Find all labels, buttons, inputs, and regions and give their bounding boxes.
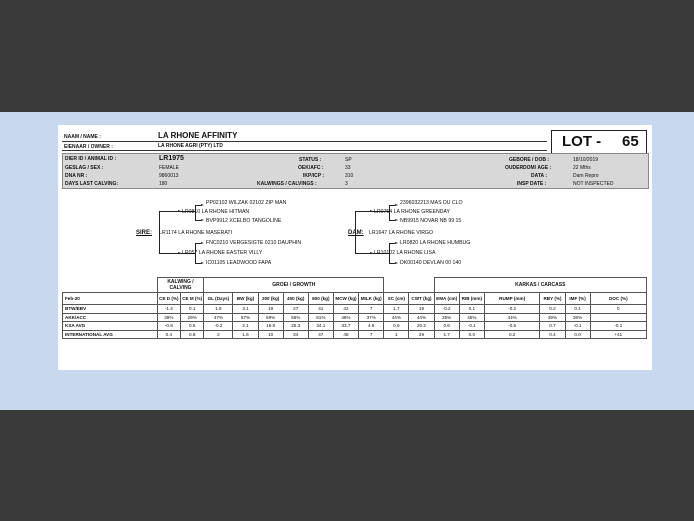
row-label: AKK/ACC — [63, 313, 158, 322]
dam-sire: LR0754 LA RHONE GREENDAY — [374, 209, 451, 215]
data-label: DATA : — [531, 173, 548, 179]
table-cell: 39% — [540, 313, 565, 322]
col-header: 600 (kg) — [308, 293, 333, 305]
table-cell: 0.8 — [181, 330, 204, 339]
table-cell: 59% — [258, 313, 283, 322]
oek-value: 33 — [345, 165, 351, 171]
col-header: SC (cm) — [384, 293, 409, 305]
table-cell: -1.4 — [157, 305, 180, 314]
arrow-icon — [370, 252, 373, 254]
info-panel — [62, 153, 649, 189]
dob-label: GEBORE / DOB : — [509, 157, 550, 163]
sex-label: GESLAG / SEX : — [65, 165, 104, 171]
dna-label: DNA NR : — [65, 173, 88, 179]
table-cell: 7 — [359, 305, 384, 314]
table-cell: 0.9 — [384, 322, 409, 331]
col-header: MILK (kg) — [359, 293, 384, 305]
table-cell: 0.0 — [565, 330, 590, 339]
lot-label: LOT - — [562, 133, 602, 150]
sire-sire-sire: PP02102 WILZAK 02102 ZIP MAN — [206, 200, 287, 206]
col-header: RBY (%) — [540, 293, 565, 305]
period-label: Feb-20 — [63, 293, 158, 305]
col-header: DOC (%) — [590, 293, 646, 305]
name-underline — [62, 141, 547, 142]
arrow-icon — [370, 210, 373, 212]
sex-value: FEMALE — [159, 165, 180, 171]
table-cell: -0.8 — [157, 322, 180, 331]
lot-sheet — [58, 125, 652, 370]
dam-dam: LR10102 LA RHONE LISA — [374, 250, 436, 256]
animal-id-label: DIER ID / ANIMAL ID : — [65, 156, 117, 162]
data-value: Dam Repro — [573, 173, 599, 179]
dam-dam-dam: DK00140 DEVLAN 00 140 — [400, 260, 462, 266]
table-cell: 0.1 — [459, 305, 484, 314]
table-cell: 37% — [359, 313, 384, 322]
table-cell: 1.7 — [384, 305, 409, 314]
table-cell: 19 — [409, 305, 434, 314]
table-cell: 0.5 — [181, 322, 204, 331]
group-calving: KALWING / CALVING — [157, 278, 204, 293]
table-cell: 0.1 — [565, 305, 590, 314]
table-cell: 3.1 — [233, 305, 258, 314]
table-cell: -0.2 — [204, 322, 233, 331]
sire-sire: LR0810 LA RHONE HITMAN — [182, 209, 250, 215]
table-cell: 41 — [308, 305, 333, 314]
sire-dam-dam: IC01105 LEADWOOD FAPA — [206, 260, 272, 266]
table-cell: 47 — [308, 330, 333, 339]
table-cell: 48 — [333, 330, 358, 339]
arrow-icon — [201, 219, 204, 221]
sire-label: SIRE: — [136, 230, 153, 236]
age-value: 22 Mths — [573, 165, 591, 171]
table-cell: 0.1 — [181, 305, 204, 314]
table-cell: 4.8 — [359, 322, 384, 331]
table-cell: 10 — [258, 330, 283, 339]
table-cell: 47% — [204, 313, 233, 322]
dlc-label: DAYS LAST CALVING: — [65, 181, 119, 187]
sire-name: LR1174 LA RHONE MASERATI — [159, 230, 233, 236]
col-header: RIB (mm) — [459, 293, 484, 305]
table-cell: 44% — [409, 313, 434, 322]
ikp-value: 310 — [345, 173, 354, 179]
table-cell: 58% — [283, 313, 308, 322]
arrow-icon — [178, 210, 181, 212]
arrow-icon — [395, 242, 398, 244]
col-header: IMF (%) — [565, 293, 590, 305]
row-label: KSA AVG — [63, 322, 158, 331]
table-cell: 45% — [459, 313, 484, 322]
dam-sire-dam: NB9915 NOVAR NB 99 15 — [400, 218, 462, 224]
row-label: INTERNATIONAL AVG — [63, 330, 158, 339]
table-cell: 33.7 — [333, 322, 358, 331]
table-row — [63, 330, 647, 339]
sire-dam: LR057 LA RHONE EASTER VILLY — [182, 250, 263, 256]
arrow-icon — [178, 252, 181, 254]
table-cell: 0.4 — [540, 330, 565, 339]
table-cell: 48% — [333, 313, 358, 322]
table-cell: 25.3 — [283, 322, 308, 331]
calvings-value: 3 — [345, 181, 348, 187]
arrow-icon — [395, 219, 398, 221]
name-label: NAAM / NAME : — [64, 134, 101, 140]
table-cell: 61% — [308, 313, 333, 322]
owner-name: LA RHONE AGRI (PTY) LTD — [158, 143, 223, 149]
dam-dam-sire: LR0820 LA RHONE HUMBUG — [400, 240, 471, 246]
insp-value: NOT INSPECTED — [573, 181, 614, 187]
col-header: 200 (kg) — [258, 293, 283, 305]
table-cell: 29 — [409, 330, 434, 339]
table-row — [63, 313, 647, 322]
col-header: 400 (kg) — [283, 293, 308, 305]
table-cell: 29% — [181, 313, 204, 322]
table-cell: -0.2 — [484, 305, 540, 314]
table-cell: 34 — [283, 330, 308, 339]
sire-dam-sire: FNC0210 VERGESIGTE 0210 DAUPHIN — [206, 240, 302, 246]
table-cell: 39% — [157, 313, 180, 322]
arrow-icon — [395, 262, 398, 264]
table-cell: 44% — [384, 313, 409, 322]
table-cell: 2.1 — [233, 322, 258, 331]
dam-label: DAM: — [348, 230, 364, 236]
table-cell: 34.1 — [308, 322, 333, 331]
arrow-icon — [201, 204, 204, 206]
table-cell: 0.7 — [540, 322, 565, 331]
col-header: CWT (kg) — [409, 293, 434, 305]
table-cell: 67% — [233, 313, 258, 322]
sire-sire-dam: BVP9912 XCELBO TANGOLINE — [206, 218, 282, 224]
table-cell — [590, 313, 646, 322]
dam-sire-sire: 2396032213 MAS DU CLO — [400, 200, 463, 206]
table-cell: -0.1 — [590, 322, 646, 331]
table-cell: 16.8 — [258, 322, 283, 331]
table-cell: 0.0 — [459, 330, 484, 339]
dna-value: 9860013 — [159, 173, 179, 179]
table-cell: +41 — [590, 330, 646, 339]
table-cell: 1.7 — [434, 330, 459, 339]
col-header: RUMP (mm) — [484, 293, 540, 305]
table-cell: 0.2 — [540, 305, 565, 314]
table-cell: 7 — [359, 330, 384, 339]
col-header: MCW (kg) — [333, 293, 358, 305]
table-cell: 2 — [204, 330, 233, 339]
arrow-icon — [201, 262, 204, 264]
group-carcass: KARKAS / CARCASS — [434, 278, 646, 293]
table-cell: -0.2 — [434, 305, 459, 314]
arrow-icon — [395, 204, 398, 206]
table-cell: 1.6 — [233, 330, 258, 339]
ikp-label: IKP/ICP : — [303, 173, 325, 179]
calvings-label: KALWINGS / CALVINGS : — [257, 181, 317, 187]
owner-underline — [62, 150, 547, 151]
table-cell: 27 — [283, 305, 308, 314]
performance-table — [62, 277, 647, 339]
oek-label: OEK/AFC : — [298, 165, 324, 171]
arrow-icon — [201, 242, 204, 244]
owner-label: EIENAAR / OWNER : — [64, 144, 113, 150]
status-label: STATUS : — [299, 157, 322, 163]
lot-number: 65 — [622, 133, 639, 150]
row-label: BTW/EBV — [63, 305, 158, 314]
table-cell: 42 — [333, 305, 358, 314]
dam-name: LR1647 LA RHONE VIRGO — [369, 230, 434, 236]
table-cell: 44% — [484, 313, 540, 322]
dlc-value: 180 — [159, 181, 168, 187]
col-header: CE D (%) — [157, 293, 180, 305]
table-cell: 20.2 — [409, 322, 434, 331]
table-cell: -0.5 — [484, 322, 540, 331]
table-cell: 0.6 — [434, 322, 459, 331]
insp-label: INSP DATE : — [517, 181, 547, 187]
col-header: EMA (cm) — [434, 293, 459, 305]
animal-name: LA RHONE AFFINITY — [158, 131, 238, 140]
table-cell: -0.1 — [565, 322, 590, 331]
age-label: OUDERDOM/ AGE : — [505, 165, 552, 171]
col-header: CE M (%) — [181, 293, 204, 305]
table-cell: 1.6 — [204, 305, 233, 314]
table-cell: 0.2 — [484, 330, 540, 339]
table-cell: 1 — [384, 330, 409, 339]
table-cell: -0.1 — [459, 322, 484, 331]
status-value: SP — [345, 157, 352, 163]
table-cell: 0 — [590, 305, 646, 314]
col-header: GL (Days) — [204, 293, 233, 305]
lot-box — [551, 130, 647, 154]
table-cell: 0.4 — [157, 330, 180, 339]
col-header: BW (kg) — [233, 293, 258, 305]
table-row — [63, 322, 647, 331]
table-row — [63, 305, 647, 314]
table-cell: 36% — [565, 313, 590, 322]
group-growth: GROEI / GROWTH — [204, 278, 384, 293]
table-cell: 35% — [434, 313, 459, 322]
animal-id-value: LR1975 — [159, 155, 184, 162]
dob-value: 18/10/2019 — [573, 157, 599, 163]
table-cell: 19 — [258, 305, 283, 314]
